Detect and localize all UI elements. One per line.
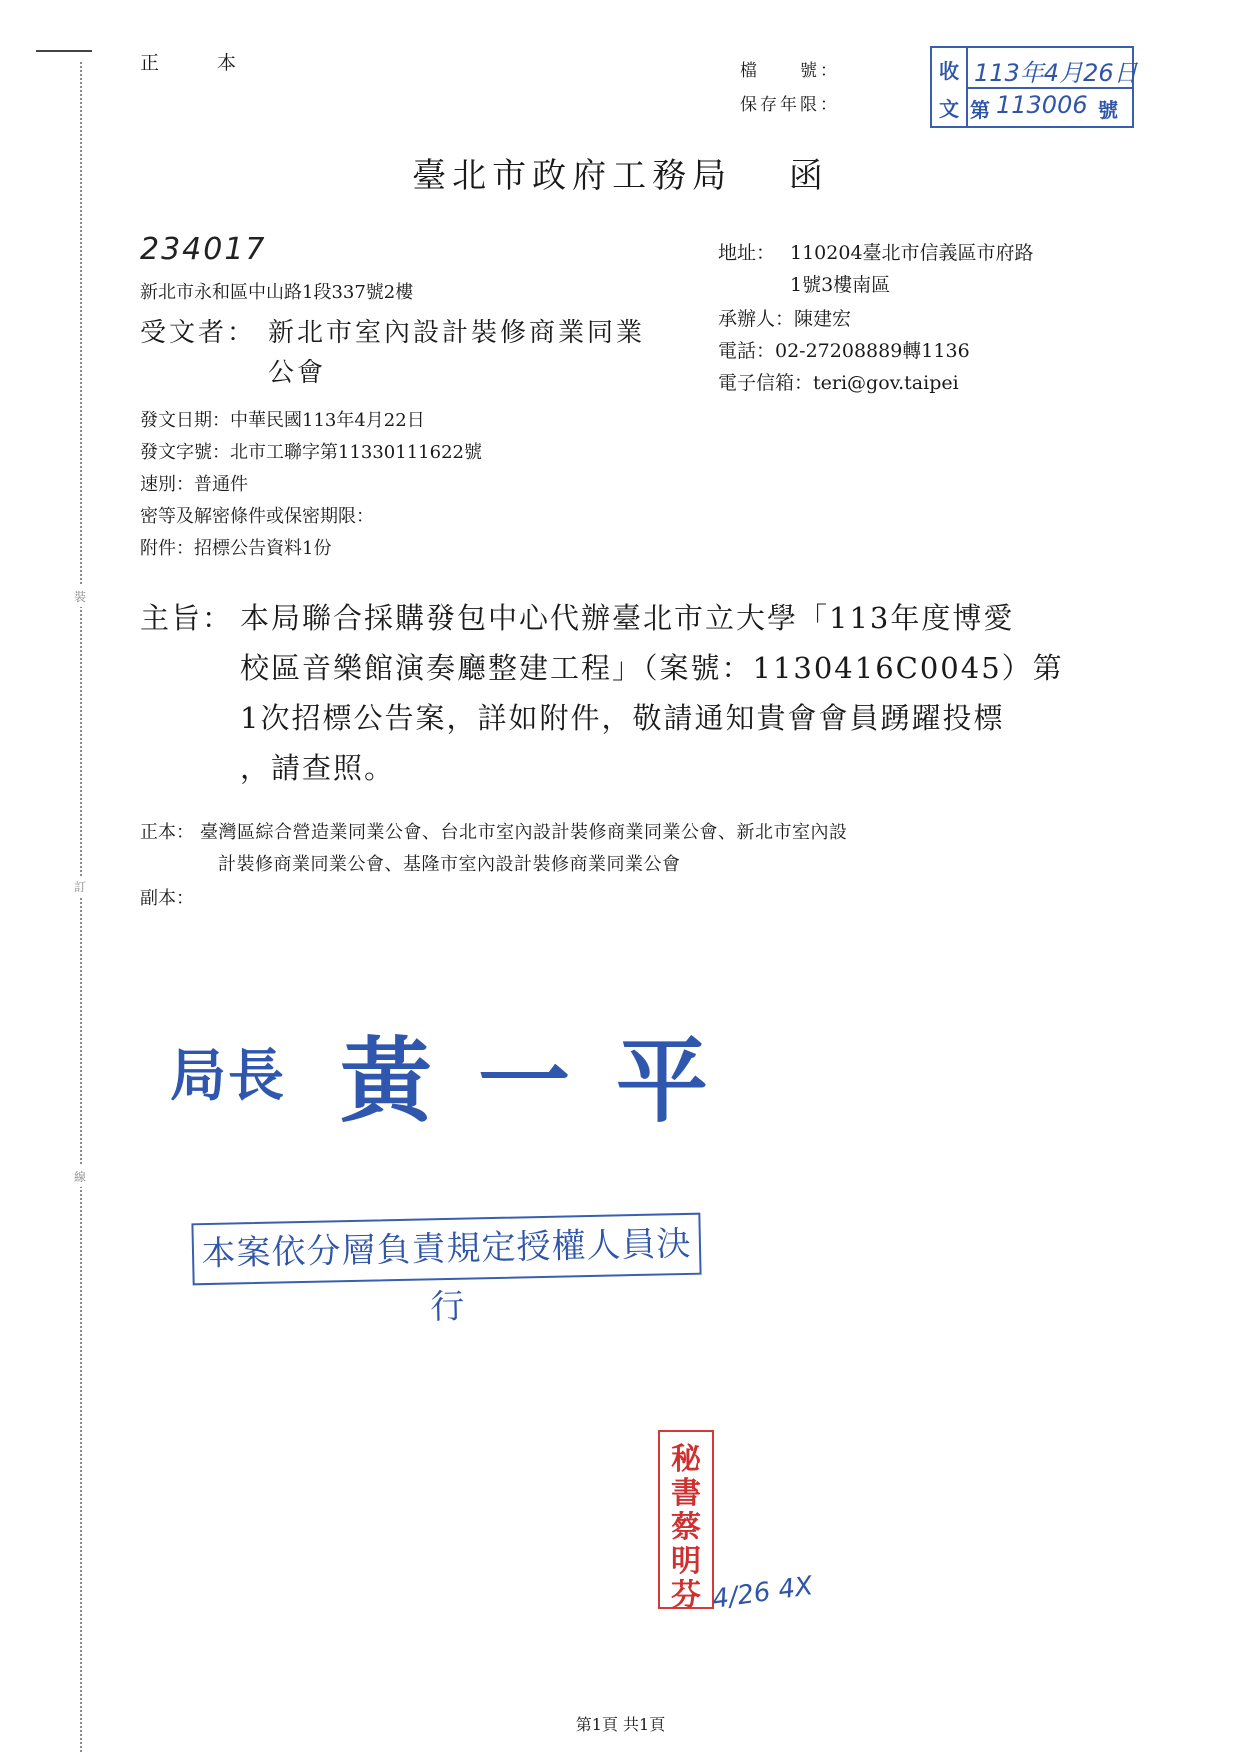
secretary-handwritten-note: 4/26 4X — [710, 1571, 815, 1615]
contact-address-line2: 1號3樓南區 — [790, 274, 891, 296]
original-recipients-line2: 計裝修商業同業公會、基隆市室內設計裝修商業同業公會 — [218, 854, 681, 875]
file-number-label: 檔 號： — [740, 61, 840, 81]
secretary-stamp-char-2: 書 — [671, 1476, 701, 1511]
dispatch-attachment: 附件：招標公告資料1份 — [140, 538, 332, 559]
receive-number-prefix: 第 — [970, 98, 990, 122]
retention-label: 保存年限： — [740, 95, 840, 115]
binding-mark-zhuang: 裝 — [74, 586, 86, 607]
secretary-stamp-char-4: 明 — [671, 1544, 701, 1579]
receive-stamp-char-top: 收 — [939, 59, 959, 83]
subject-line4: ，請查照。 — [240, 751, 396, 785]
recipient-name-line1: 新北市室內設計裝修商業同業 — [268, 318, 646, 348]
recipient-label: 受文者： — [140, 318, 257, 348]
delegation-stamp: 本案依分層負責規定授權人員決行 — [191, 1213, 701, 1286]
subject-line1: 本局聯合採購發包中心代辦臺北市立大學「113年度博愛 — [240, 601, 1015, 635]
contact-address-label: 地址： — [718, 242, 776, 264]
receive-number: 113006 — [996, 91, 1088, 119]
recipient-address: 新北市永和區中山路1段337號2樓 — [140, 282, 414, 303]
secretary-stamp-char-5: 芬 — [671, 1578, 701, 1613]
dispatch-number: 發文字號：北市工聯字第11330111622號 — [140, 442, 482, 463]
receive-stamp-date-row — [966, 48, 1138, 89]
receive-stamp-number-row — [966, 87, 1132, 126]
contact-handler: 承辦人：陳建宏 — [718, 308, 852, 330]
signature-name: 黃一平 — [340, 1027, 755, 1135]
receive-stamp-char-bottom: 文 — [939, 97, 959, 121]
contact-email: 電子信箱：teri@gov.taipei — [718, 372, 959, 394]
document-title: 臺北市政府工務局 函 — [412, 156, 829, 196]
secretary-stamp-char-3: 蔡 — [671, 1510, 701, 1545]
binding-mark-xian: 線 — [74, 1166, 86, 1187]
dispatch-date: 發文日期：中華民國113年4月22日 — [140, 410, 425, 431]
subject-label: 主旨： — [140, 601, 234, 635]
page-number: 第1頁 共1頁 — [575, 1715, 666, 1734]
signature-title: 局長 — [170, 1043, 286, 1109]
secretary-stamp — [658, 1430, 714, 1613]
binding-dash — [36, 50, 92, 52]
receive-stamp — [930, 46, 1138, 128]
subject-line3: 1次招標公告案，詳如附件，敬請通知貴會會員踴躍投標 — [240, 701, 1005, 735]
receive-date: 113年4月26日 — [974, 59, 1138, 87]
zip-code-handwritten: 234017 — [140, 232, 267, 267]
recipient-name-line2: 公會 — [268, 358, 327, 388]
copy-type-label: 正 本 — [140, 52, 263, 74]
binding-mark-ding: 訂 — [74, 876, 86, 897]
copy-recipients-label: 副本： — [140, 888, 194, 909]
contact-phone: 電話：02-27208889轉1136 — [718, 340, 970, 362]
dispatch-secrecy: 密等及解密條件或保密期限： — [140, 506, 374, 527]
receive-number-suffix: 號 — [1098, 98, 1118, 122]
original-recipients-label: 正本： — [140, 822, 194, 843]
dispatch-speed: 速別：普通件 — [140, 474, 248, 495]
contact-address-line1: 110204臺北市信義區市府路 — [790, 242, 1034, 264]
binding-line — [80, 62, 82, 1752]
receive-stamp-side — [932, 48, 968, 126]
subject-line2: 校區音樂館演奏廳整建工程」（案號：1130416C0045）第 — [240, 651, 1064, 685]
secretary-stamp-char-1: 秘 — [671, 1442, 701, 1477]
original-recipients-line1: 臺灣區綜合營造業同業公會、台北市室內設計裝修商業同業公會、新北市室內設 — [200, 822, 848, 843]
